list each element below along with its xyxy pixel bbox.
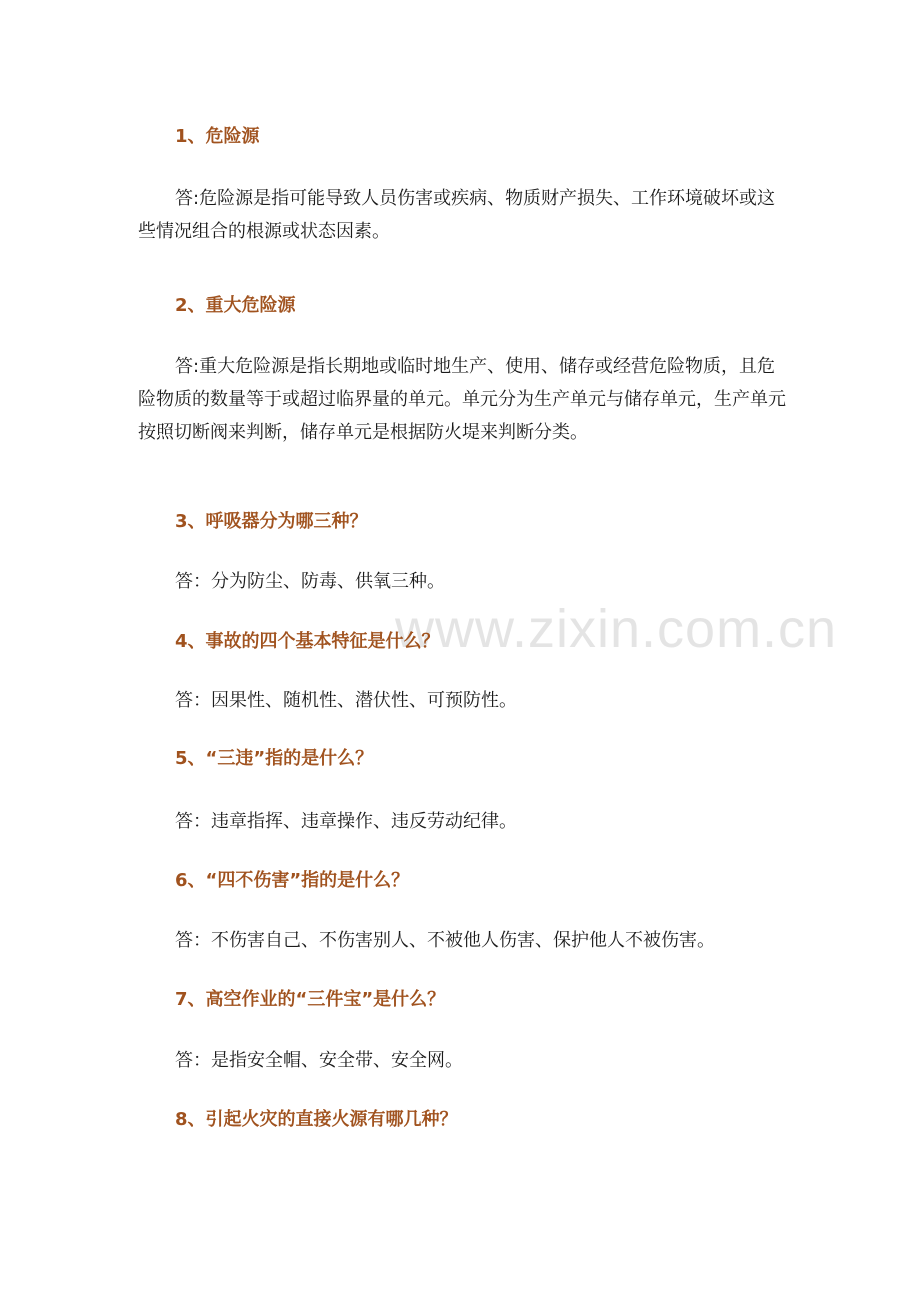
question-8: 8、引起火灾的直接火源有哪几种？ (175, 1109, 458, 1130)
answer-5: 答：违章指挥、违章操作、违反劳动纪律。 (175, 811, 517, 832)
answer-3: 答：分为防尘、防毒、供氧三种。 (175, 571, 445, 592)
question-5: 5、“三违”指的是什么？ (175, 748, 374, 769)
question-7: 7、高空作业的“三件宝”是什么？ (175, 989, 446, 1010)
question-6: 6、“四不伤害”指的是什么？ (175, 870, 410, 891)
question-1: 1、危险源 (175, 126, 260, 147)
answer-2: 答:重大危险源是指长期地或临时地生产、使用、储存或经营危险物质，且危险物质的数量等于或超过临界量的单元。单元分为生产单元与储存单元，生产单元按照切断阀来判断，储存单元是根据防火堤来判断分类。 (138, 356, 786, 443)
answer-6: 答：不伤害自己、不伤害别人、不被他人伤害、保护他人不被伤害。 (175, 930, 715, 951)
answer-7: 答：是指安全帽、安全带、安全网。 (175, 1050, 463, 1071)
answer-1: 答:危险源是指可能导致人员伤害或疾病、物质财产损失、工作环境破坏或这些情况组合的根源或状态因素。 (138, 188, 776, 242)
question-2: 2、重大危险源 (175, 295, 296, 316)
watermark: www.zixin.com.cn (395, 599, 838, 659)
question-4: 4、事故的四个基本特征是什么？ (175, 631, 440, 652)
answer-4: 答：因果性、随机性、潜伏性、可预防性。 (175, 690, 517, 711)
question-3: 3、呼吸器分为哪三种？ (175, 511, 368, 532)
